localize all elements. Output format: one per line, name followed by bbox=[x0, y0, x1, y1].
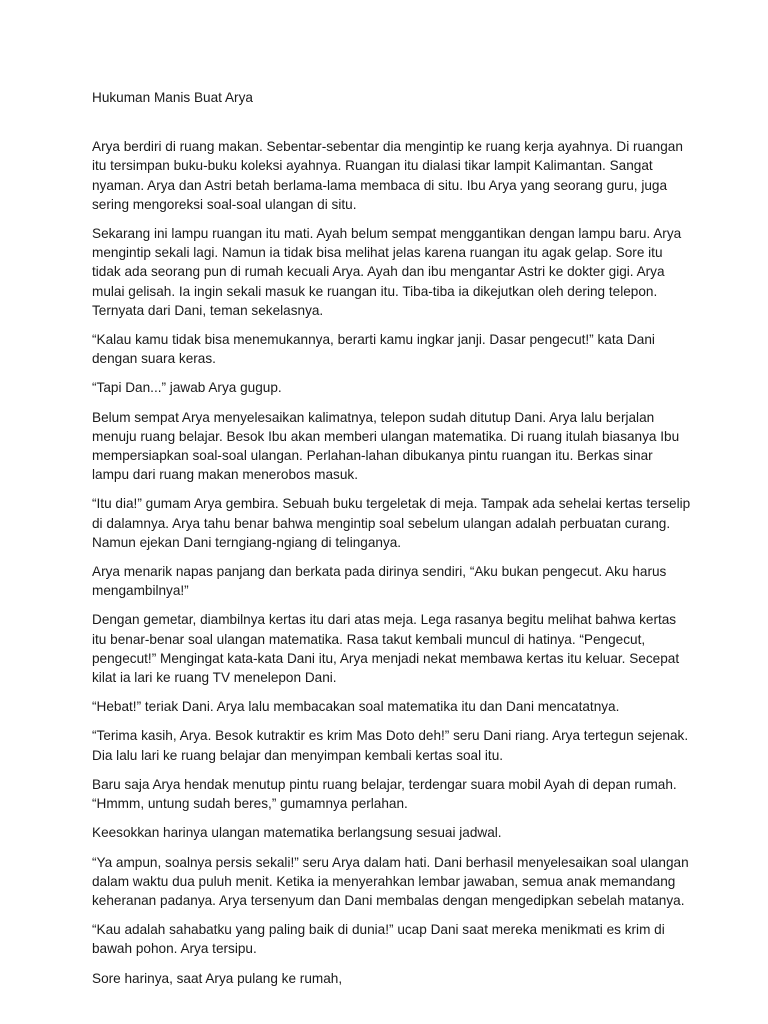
paragraph: “Kau adalah sahabatku yang paling baik di dunia!” ucap Dani saat mereka menikmati es krim di bawah pohon. Arya tersipu. bbox=[92, 922, 665, 957]
paragraph: “Tapi Dan...” jawab Arya gugup. bbox=[92, 380, 282, 396]
paragraph: Dengan gemetar, diambilnya kertas itu dari atas meja. Lega rasanya begitu melihat bahwa kertas itu benar-benar soal ulangan matematika. Rasa takut kembali muncul di hatinya. “Pengecut, pengecut!” Mengingat kata-kata Dani itu, Arya menjadi nekat membawa kertas itu keluar. Secepat kilat ia lari ke ruang TV menelepon Dani. bbox=[92, 612, 680, 686]
paragraph: “Hebat!” teriak Dani. Arya lalu membacakan soal matematika itu dan Dani mencatatnya. bbox=[92, 699, 620, 715]
document-body bbox=[92, 88, 692, 998]
paragraph: “Kalau kamu tidak bisa menemukannya, berarti kamu ingkar janji. Dasar pengecut!” kata Dani dengan suara keras. bbox=[92, 332, 655, 367]
document-title: Hukuman Manis Buat Arya bbox=[92, 90, 253, 105]
paragraph: Belum sempat Arya menyelesaikan kalimatnya, telepon sudah ditutup Dani. Arya lalu berjalan menuju ruang belajar. Besok Ibu akan memberi ulangan matematika. Di ruang itulah biasanya Ibu mempersiapkan soal-soal ulangan. Perlahan-lahan dibukanya pintu ruangan itu. Berkas sinar lampu dari ruang makan menerobos masuk. bbox=[92, 409, 680, 483]
paragraph: “Ya ampun, soalnya persis sekali!” seru Arya dalam hati. Dani berhasil menyelesaikan soal ulangan dalam waktu dua puluh menit. Ketika ia menyerahkan lembar jawaban, semua anak memandang keheranan padanya. Arya tersenyum dan Dani membalas dengan mengedipkan sebelah matanya. bbox=[92, 854, 689, 908]
paragraph: Keesokkan harinya ulangan matematika berlangsung sesuai jadwal. bbox=[92, 825, 502, 841]
paragraph: “Itu dia!” gumam Arya gembira. Sebuah buku tergeletak di meja. Tampak ada sehelai kertas terselip di dalamnya. Arya tahu benar bahwa mengintip soal sebelum ulangan adalah perbuatan curang. Namun ejekan Dani terngiang-ngiang di telinganya. bbox=[92, 496, 691, 550]
paragraph: Arya berdiri di ruang makan. Sebentar-sebentar dia mengintip ke ruang kerja ayahnya. Di ruangan itu tersimpan buku-buku koleksi ayahnya. Ruangan itu dialasi tikar lampit Kalimantan. Sangat nyaman. Arya dan Astri betah berlama-lama membaca di situ. Ibu Arya yang seorang guru, juga sering mengoreksi soal-soal ulangan di situ. bbox=[92, 139, 683, 212]
paragraph: “Terima kasih, Arya. Besok kutraktir es krim Mas Doto deh!” seru Dani riang. Arya tertegun sejenak. Dia lalu lari ke ruang belajar dan menyimpan kembali kertas soal itu. bbox=[92, 728, 689, 763]
paragraph: Arya menarik napas panjang dan berkata pada dirinya sendiri, “Aku bukan pengecut. Aku harus mengambilnya!” bbox=[92, 564, 667, 599]
paragraph: Sore harinya, saat Arya pulang ke rumah, bbox=[92, 970, 343, 986]
paragraph: Sekarang ini lampu ruangan itu mati. Ayah belum sempat menggantikan dengan lampu baru. Arya mengintip sekali lagi. Namun ia tidak bisa melihat jelas karena ruangan itu agak gelap. Sore itu tidak ada seorang pun di rumah kecuali Arya. Ayah dan ibu mengantar Astri ke dokter gigi. Arya mulai gelisah. Ia ingin sekali masuk ke ruangan itu. Tiba-tiba ia dikejutkan oleh dering telepon. Ternyata dari Dani, teman sekelasnya. bbox=[92, 226, 682, 318]
paragraph: Baru saja Arya hendak menutup pintu ruang belajar, terdengar suara mobil Ayah di depan rumah. “Hmmm, untung sudah beres,” gumamnya perlahan. bbox=[92, 776, 677, 812]
